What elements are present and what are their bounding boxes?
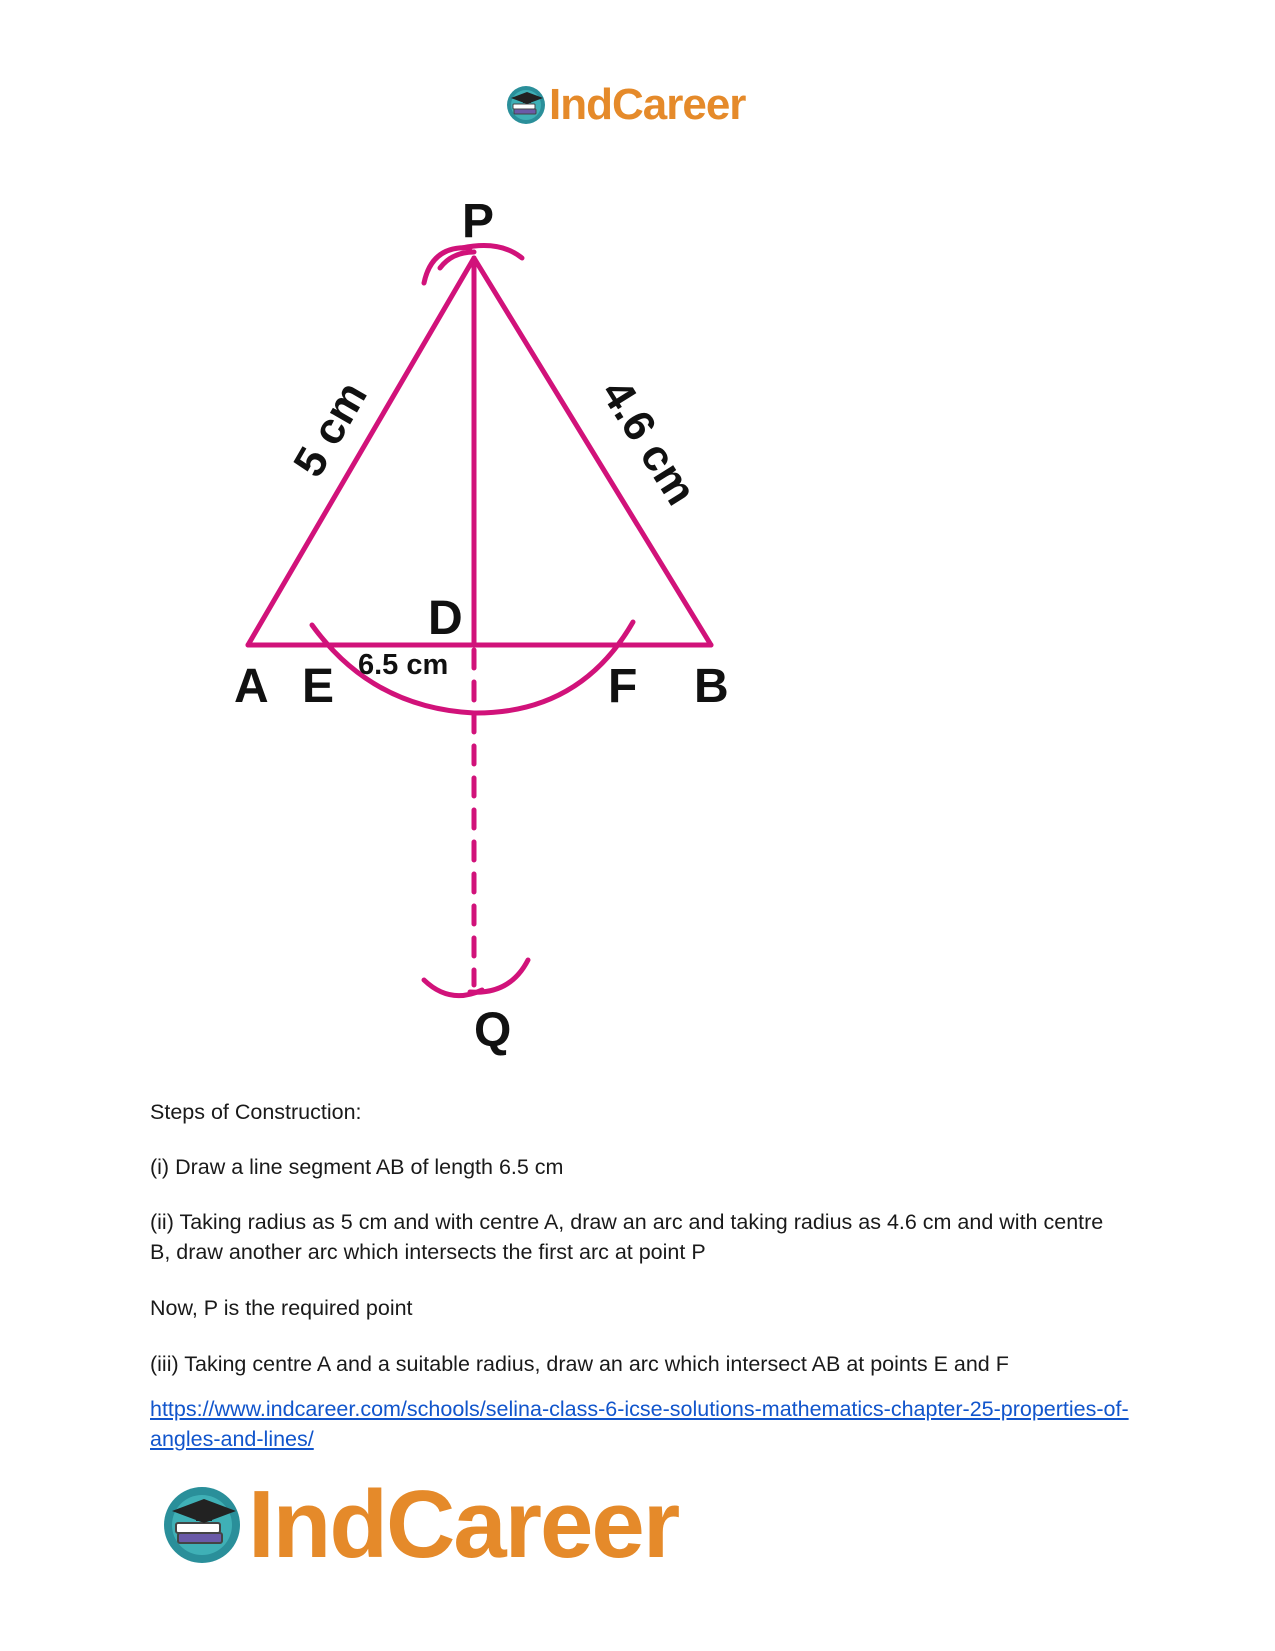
footer-logo[interactable] <box>160 1470 678 1580</box>
logo-wordmark: IndCareer <box>549 80 746 129</box>
label-ab-length: 6.5 cm <box>358 649 449 681</box>
segment-ap <box>248 258 474 645</box>
step-2: (ii) Taking radius as 5 cm and with centre A, draw an arc and taking radius as 4.6 cm and with centre B, draw another arc which intersects the first arc at point P <box>150 1210 1104 1264</box>
label-p: P <box>462 195 495 248</box>
source-link[interactable]: https://www.indcareer.com/schools/selina-class-6-icse-solutions-mathematics-chapter-25-properties-of-angles-and-lines/ <box>150 1397 1129 1451</box>
arc-from-f-at-q <box>470 960 528 992</box>
label-f: F <box>608 660 638 713</box>
graduation-book-icon <box>160 1483 244 1567</box>
step-1: (i) Draw a line segment AB of length 6.5 cm <box>150 1155 564 1179</box>
label-q: Q <box>474 1004 512 1057</box>
label-b: B <box>694 660 729 713</box>
logo-wordmark: IndCareer <box>248 1471 679 1578</box>
label-ap-length: 5 cm <box>284 373 377 485</box>
step-3: (iii) Taking centre A and a suitable radius, draw an arc which intersect AB at points E and F <box>150 1352 1009 1376</box>
label-a: A <box>234 660 269 713</box>
label-bp-length: 4.6 cm <box>591 371 706 514</box>
label-d: D <box>428 592 463 645</box>
steps-heading: Steps of Construction: <box>150 1100 362 1124</box>
label-e: E <box>302 660 335 713</box>
result-note: Now, P is the required point <box>150 1296 413 1320</box>
